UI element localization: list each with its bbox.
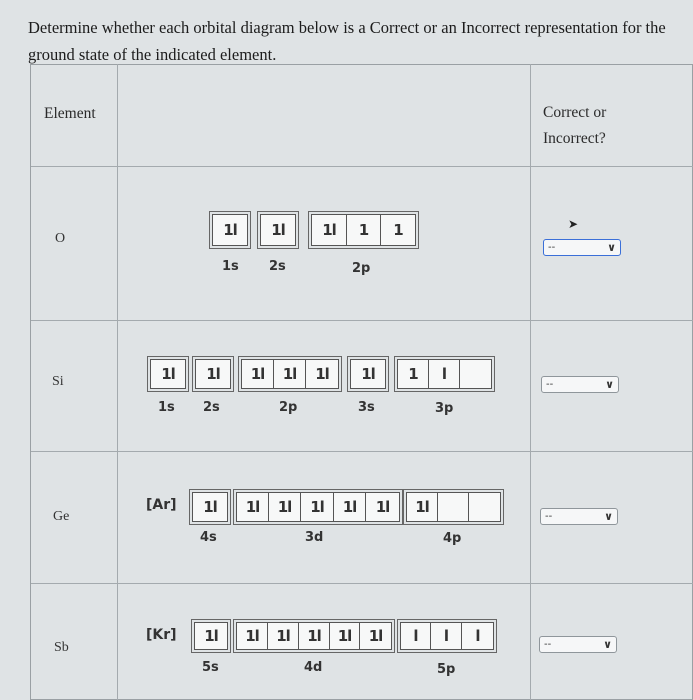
subshell-label: 3d (305, 530, 324, 545)
orbital-group-1s (150, 359, 186, 389)
orbital-box: l (429, 360, 460, 388)
question-prompt: Determine whether each orbital diagram below is a Correct or an Incorrect representation for the ground state of the indicated element. (28, 18, 666, 64)
subshell-label: 1s (222, 259, 239, 274)
orbital-box: 1l (242, 360, 274, 388)
element-label-si: Si (52, 374, 64, 389)
element-label-sb: Sb (54, 640, 69, 655)
select-value: -- (545, 511, 553, 522)
noble-gas-core: [Ar] (146, 497, 177, 513)
orbital-box: 1 (347, 215, 381, 245)
orbital-box: l (401, 623, 431, 649)
orbital-box: 1l (237, 623, 268, 649)
orbital-box: 1l (299, 623, 330, 649)
row-divider (31, 320, 693, 321)
answer-header-line1: Correct or (543, 104, 607, 121)
orbital-group-2s (260, 214, 296, 246)
orbital-group-2s (195, 359, 231, 389)
subshell-label: 2p (352, 261, 371, 276)
chevron-down-icon: ∨ (603, 638, 612, 651)
orbital-box: 1l (223, 221, 237, 239)
mouse-cursor-icon: ➤ (568, 217, 579, 231)
orbital-group-5s (194, 622, 228, 650)
orbital-box: 1l (407, 493, 438, 521)
subshell-label: 2p (279, 400, 298, 415)
answer-column-header (543, 100, 606, 152)
orbital-group-4d (236, 622, 392, 650)
element-column-header: Element (44, 105, 96, 122)
orbital-box: 1l (330, 623, 360, 649)
orbital-box: 1l (206, 365, 220, 383)
orbital-box: 1l (274, 360, 306, 388)
orbital-group-5p (400, 622, 494, 650)
row-divider (31, 583, 693, 584)
orbital-box: 1l (361, 365, 375, 383)
orbital-box: l (431, 623, 462, 649)
orbital-box: 1 (398, 360, 429, 388)
chevron-down-icon: ∨ (604, 510, 613, 523)
orbital-box (460, 360, 491, 388)
answer-select-si[interactable] (541, 376, 619, 393)
orbital-box: 1l (375, 498, 390, 516)
orbital-group-1s (212, 214, 248, 246)
orbital-group-4p (406, 492, 501, 522)
subshell-label: 2s (269, 259, 286, 274)
orbital-box: 1l (203, 498, 217, 516)
element-label-o: O (55, 231, 66, 246)
answer-header-line2: Incorrect? (543, 130, 606, 147)
subshell-label: 5s (202, 660, 219, 675)
subshell-label: 1s (158, 400, 175, 415)
select-value: -- (546, 379, 554, 390)
orbital-box: 1l (161, 365, 175, 383)
subshell-label: 4p (443, 531, 462, 546)
orbital-box: 1l (312, 215, 347, 245)
orbital-box: l (475, 627, 480, 645)
column-divider (530, 64, 531, 700)
orbital-box (438, 493, 469, 521)
orbital-group-3p (397, 359, 492, 389)
orbital-box (469, 493, 500, 521)
answer-select-sb[interactable] (539, 636, 617, 653)
chevron-down-icon: ∨ (607, 241, 616, 254)
element-label-ge: Ge (53, 509, 70, 524)
row-divider (31, 166, 693, 167)
subshell-label: 5p (437, 662, 456, 677)
subshell-label: 3s (358, 400, 375, 415)
orbital-box: 1l (301, 493, 334, 521)
orbital-box: 1l (204, 627, 218, 645)
orbital-group-2p (241, 359, 339, 389)
orbital-box: 1l (271, 221, 285, 239)
row-divider (31, 451, 693, 452)
orbital-box: 1l (268, 623, 299, 649)
orbital-group-4s (192, 492, 228, 522)
orbital-group-3d (236, 492, 400, 522)
orbital-box: 1l (315, 365, 329, 383)
chevron-down-icon: ∨ (605, 378, 614, 391)
orbital-box: 1l (237, 493, 269, 521)
select-value: -- (548, 242, 556, 253)
orbital-group-2p (311, 214, 416, 246)
orbital-group-3s (350, 359, 386, 389)
column-divider (117, 64, 118, 700)
orbital-box: 1 (393, 221, 403, 239)
select-value: -- (544, 639, 552, 650)
orbital-box: 1l (368, 627, 383, 645)
subshell-label: 3p (435, 401, 454, 416)
orbital-box: 1l (269, 493, 301, 521)
orbital-box: 1l (334, 493, 366, 521)
subshell-label: 4s (200, 530, 217, 545)
subshell-label: 4d (304, 660, 323, 675)
answer-select-o[interactable] (543, 239, 621, 256)
answer-select-ge[interactable] (540, 508, 618, 525)
noble-gas-core: [Kr] (146, 627, 177, 643)
subshell-label: 2s (203, 400, 220, 415)
